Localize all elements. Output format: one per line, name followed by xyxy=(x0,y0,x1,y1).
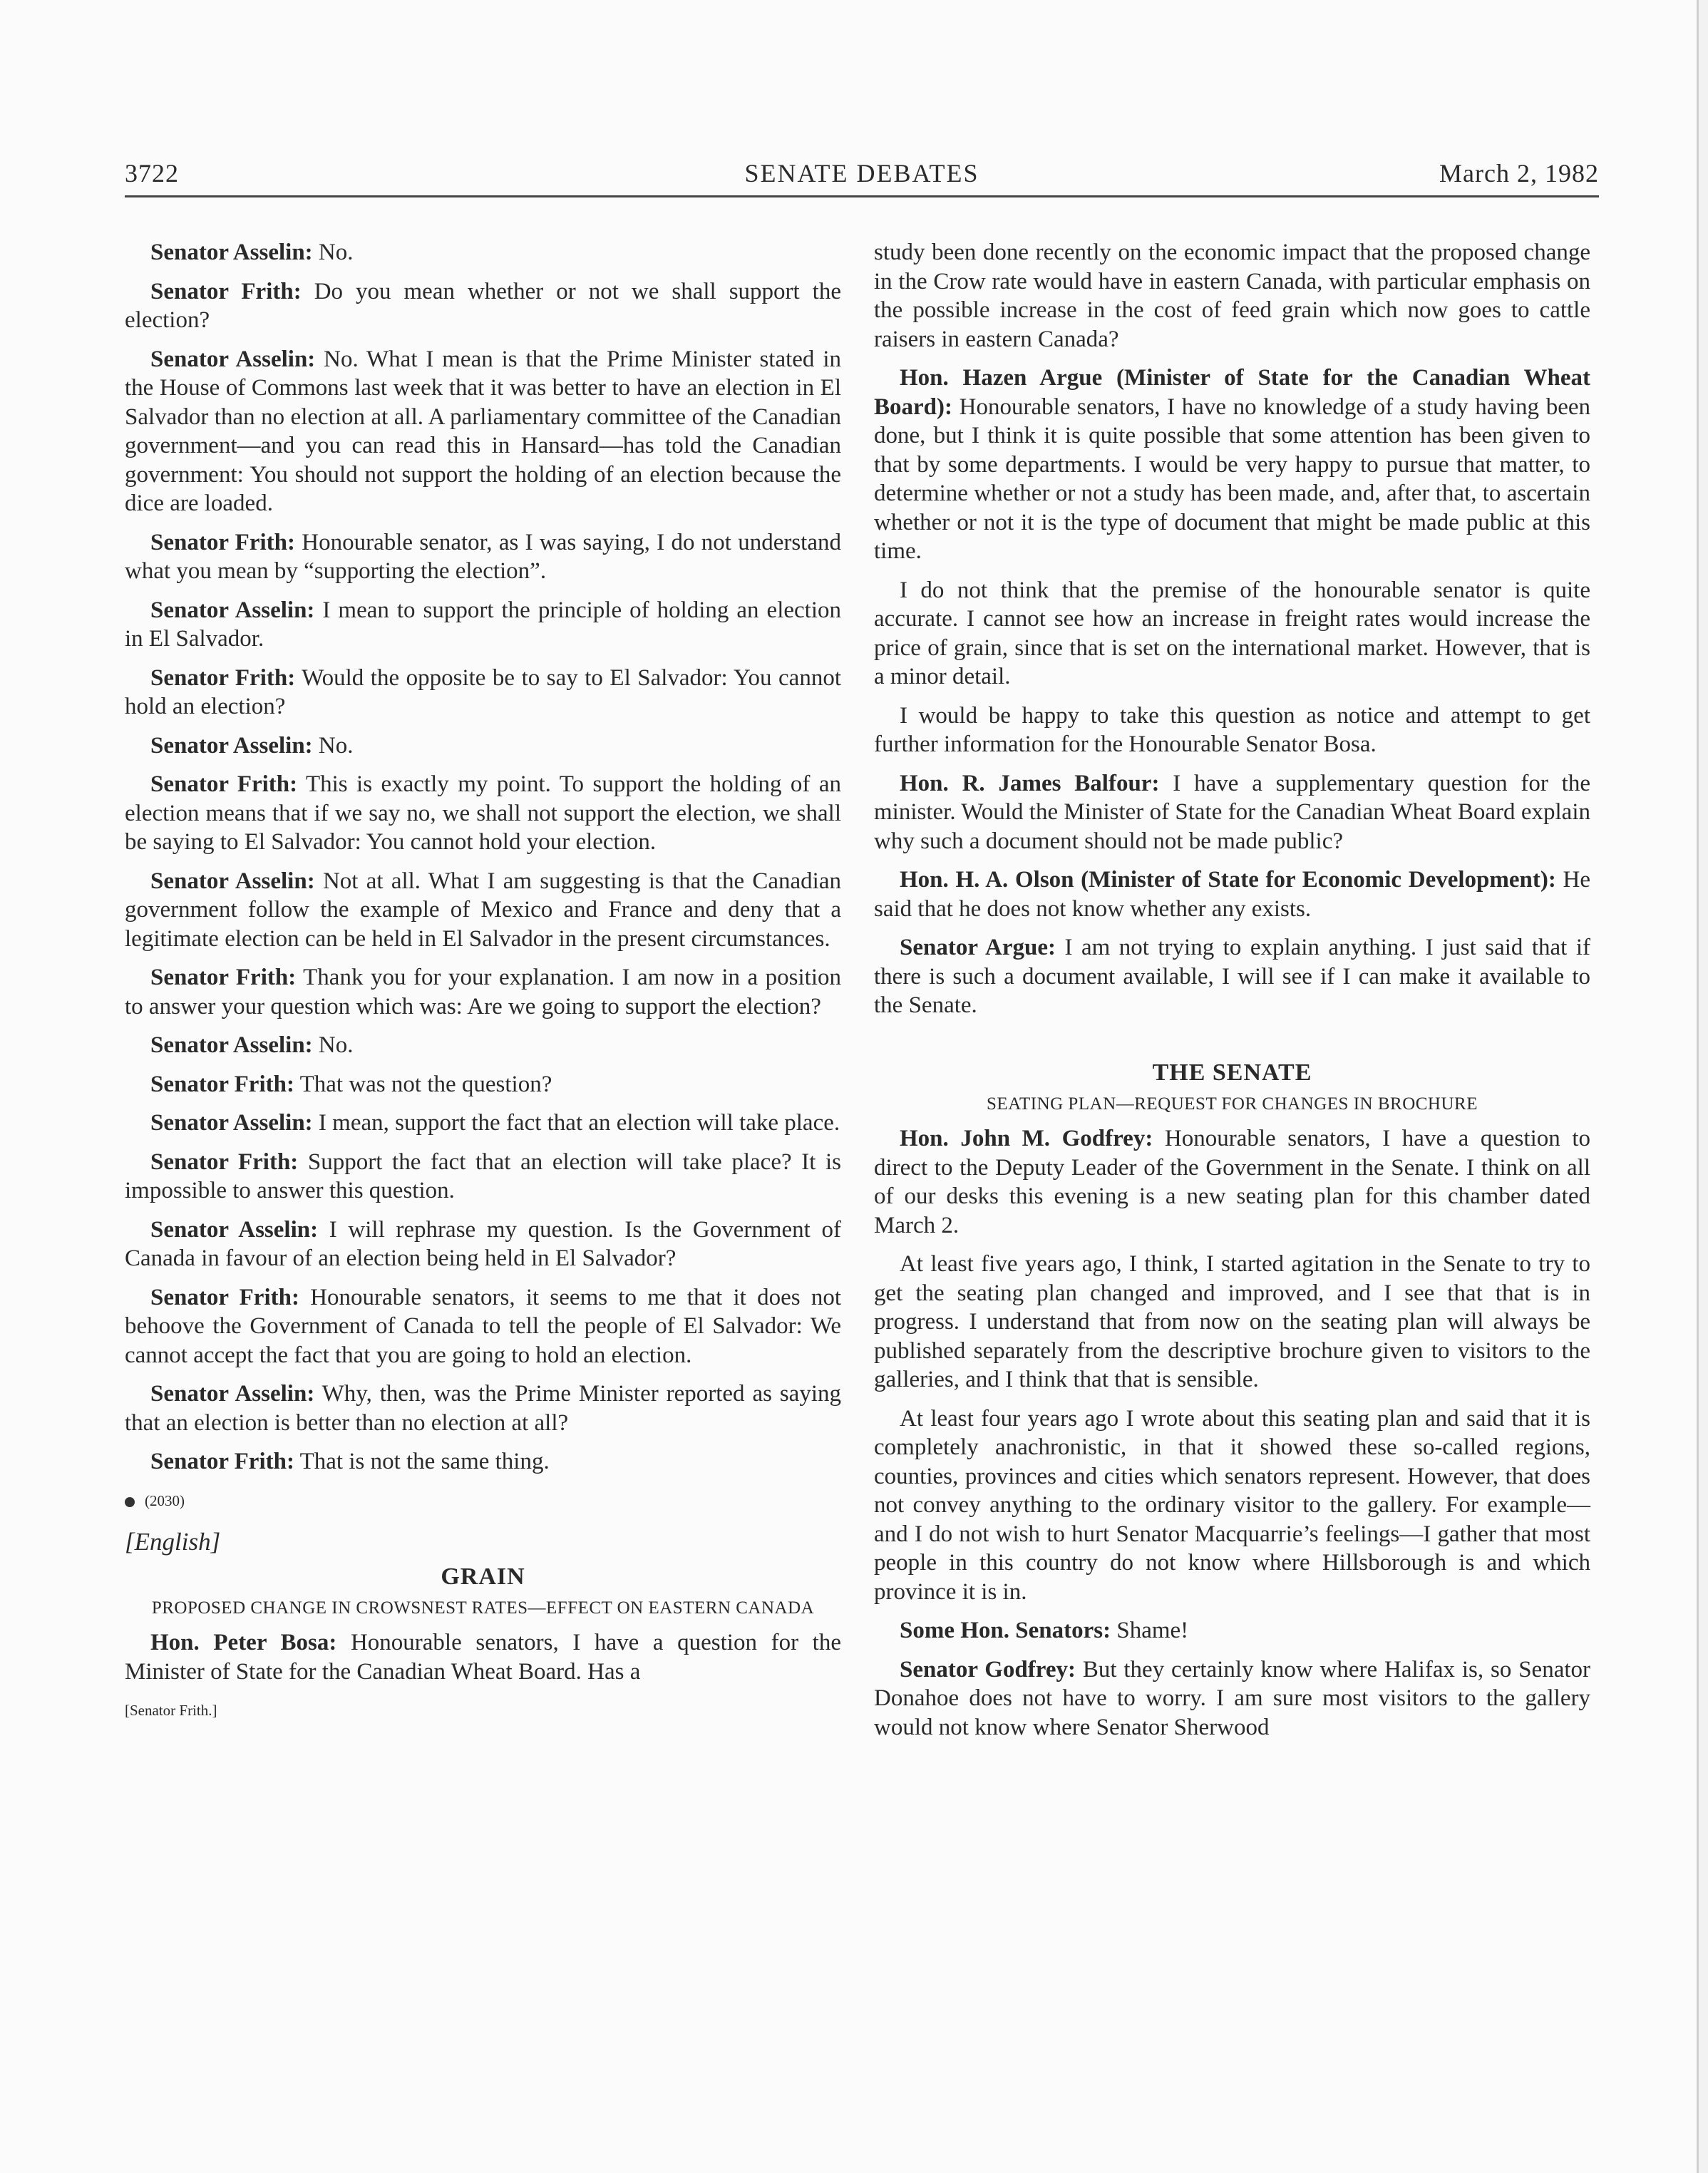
paragraph-text: Why, then, was the Prime Minister reported as saying that an election is better than no election at all? xyxy=(125,1381,841,1436)
speaker-name: Senator Frith: xyxy=(150,1071,294,1097)
speaker-name: Hon. R. James Balfour: xyxy=(900,770,1160,796)
paragraph xyxy=(874,576,1590,692)
paragraph xyxy=(874,1616,1590,1645)
paragraph-text: No. xyxy=(312,240,354,265)
paragraph-text: At least five years ago, I think, I started agitation in the Senate to try to get the seating plan changed and improved, and I see that that is in progress. I understand that from now on the seating plan will always be published separately from the descriptive brochure given to visitors to the galleries, and I think that that is sensible. xyxy=(874,1251,1590,1392)
speaker-name: Senator Frith: xyxy=(150,1449,294,1474)
paragraph-text: This is exactly my point. To support the holding of an election means that if we say no, we shall not support the election, we shall be saying to El Salvador: You cannot hold your election. xyxy=(125,771,841,855)
paragraph-text: Honourable senator, as I was saying, I do not understand what you mean by “supporting the election”. xyxy=(125,529,841,584)
section-subheading-senate: SEATING PLAN—REQUEST FOR CHANGES IN BROCHURE xyxy=(987,1094,1478,1114)
speaker-name: Senator Frith: xyxy=(150,664,296,691)
paragraph-text: I will rephrase my question. Is the Government of Canada in favour of an election being held in El Salvador? xyxy=(125,1216,842,1271)
right-paragraphs-2 xyxy=(874,1124,1590,1742)
speaker-name: Hon. H. A. Olson (Minister of State for Economic Development): xyxy=(900,867,1556,893)
speaker-name: Hon. John M. Godfrey: xyxy=(900,1126,1153,1151)
paragraph-text: Not at all. What I am suggesting is that the Canadian government follow the example of Mexico and France and deny that a legitimate election can be held in El Salvador in the present circumstances. xyxy=(125,868,841,952)
paragraph xyxy=(874,702,1590,759)
speaker-name: Senator Frith: xyxy=(150,278,302,304)
speaker-name: Senator Frith: xyxy=(150,529,295,555)
header-date: March 2, 1982 xyxy=(1439,159,1599,187)
paragraph-text: No. xyxy=(312,1032,354,1058)
paragraph xyxy=(125,528,841,586)
paragraph-text: Honourable senators, I have a question to direct to the Deputy Leader of the Government in the Senate. I think on all of our desks this evening is a new seating plan for this chamber dated March 2. xyxy=(874,1126,1590,1238)
paragraph xyxy=(125,664,841,721)
paragraph-text: Do you mean whether or not we shall support the election? xyxy=(125,278,842,333)
paragraph-text: That was not the question? xyxy=(294,1071,552,1097)
paragraph xyxy=(125,770,841,857)
paragraph xyxy=(125,963,841,1021)
paragraph xyxy=(125,1447,841,1476)
paragraph-bosa: Hon. Peter Bosa: Honourable senators, I have a question for the Minister of State for the Canadian Wheat Board. Has a xyxy=(125,1630,841,1685)
speaker-name: Senator Frith: xyxy=(150,1149,299,1175)
paragraph-text: Honourable senators, it seems to me that it does not behoove the Government of Canada to tell the people of El Salvador: We cannot accept the fact that you are going to hold an election. xyxy=(125,1284,841,1368)
paragraph-text: No. xyxy=(312,732,354,759)
section-subheading-grain: PROPOSED CHANGE IN CROWSNEST RATES—EFFECT ON EASTERN CANADA xyxy=(151,1598,815,1618)
paragraph-text: No. What I mean is that the Prime Minister stated in the House of Commons last week that it was better to have an election in El Salvador than no election at all. A parliamentary committee of the Canadian government—and you can read this in Hansard—has told the Canadian government: You should not support the holding of an election because the dice are loaded. xyxy=(125,346,841,516)
paragraph-text: Honourable senators, I have no knowledge of a study having been done, but I think it is quite possible that some attention has been given to that by some departments. I would be very happy to pursue that matter, to determine whether or not a study has been made, and, after that, to ascertain whether or not it is the type of document that might be made public at this time. xyxy=(874,394,1590,564)
speaker-name: Senator Asselin: xyxy=(150,597,315,623)
speaker-name: Some Hon. Senators: xyxy=(900,1618,1111,1643)
speaker-name: Senator Asselin: xyxy=(150,1110,313,1136)
paragraph xyxy=(874,769,1590,856)
paragraph-text: He said that he does not know whether any exists. xyxy=(874,867,1590,922)
paragraph xyxy=(125,345,841,518)
paragraph xyxy=(125,867,841,954)
paragraph-text: Shame! xyxy=(1111,1618,1189,1643)
publication-title: SENATE DEBATES xyxy=(744,159,979,187)
paragraph-text: I would be happy to take this question as notice and attempt to get further information for the Honourable Senator Bosa. xyxy=(874,702,1590,757)
paragraph-text: At least four years ago I wrote about this seating plan and said that it is completely anachronistic, in that it showed these so-called regions, counties, provinces and cities which senators represent. However, that does not convey anything to the ordinary visitor to the gallery. For example—and I do not wish to hurt Senator Macquarrie’s feelings—I gather that most people in this country do not know where Hillsborough is and which province it is in. xyxy=(874,1405,1590,1605)
speaker-name: Senator Frith: xyxy=(150,965,297,990)
section-heading-senate: THE SENATE xyxy=(1152,1059,1312,1086)
paragraph-text: I am not trying to explain anything. I just said that if there is such a document available, I will see if I can make it available to the Senate. xyxy=(874,935,1590,1018)
paragraph xyxy=(874,865,1590,923)
page-number: 3722 xyxy=(125,159,179,187)
paragraph xyxy=(874,1404,1590,1607)
bullet-icon xyxy=(125,1497,135,1507)
continuation-paragraph: study been done recently on the economic impact that the proposed change in the Crow rate would have in eastern Canada, with particular emphasis on the possible increase in the cost of feed grain which now goes to cattle raisers in eastern Canada? xyxy=(874,240,1590,352)
paragraph xyxy=(125,1283,841,1370)
paragraph xyxy=(874,1250,1590,1394)
speaker-name: Hon. Hazen Argue (Minister of State for the Canadian Wheat Board): xyxy=(874,365,1590,420)
speaker-name: Senator Asselin: xyxy=(150,346,316,372)
paragraph-text: That is not the same thing. xyxy=(294,1449,550,1474)
paragraph xyxy=(874,1124,1590,1240)
speaker-name: Senator Asselin: xyxy=(150,1216,319,1243)
speaker-name: Senator Godfrey: xyxy=(900,1656,1076,1683)
paragraph xyxy=(874,933,1590,1020)
page-header xyxy=(125,155,1599,197)
left-paragraphs xyxy=(125,238,841,1476)
paragraph-text: I mean, support the fact that an election will take place. xyxy=(312,1110,840,1136)
paragraph xyxy=(125,596,841,654)
speaker-name: Senator Frith: xyxy=(150,771,298,797)
paragraph xyxy=(125,1109,841,1138)
language-marker: [English] xyxy=(125,1528,221,1556)
paragraph xyxy=(125,731,841,761)
section-heading-grain: GRAIN xyxy=(441,1563,525,1590)
paragraph xyxy=(125,1380,841,1437)
speaker-name: Senator Asselin: xyxy=(150,1381,315,1407)
speaker-name: Senator Asselin: xyxy=(150,1032,313,1058)
paragraph-text: Would the opposite be to say to El Salvador: You cannot hold an election? xyxy=(125,664,841,719)
paragraph-text: Thank you for your explanation. I am now in a position to answer your question which was: Are we going to support the election? xyxy=(125,965,842,1019)
paragraph xyxy=(125,1216,841,1273)
paragraph-text: Support the fact that an election will take place? It is impossible to answer this question. xyxy=(125,1149,841,1203)
right-column xyxy=(874,238,1590,1752)
paragraph xyxy=(125,277,841,335)
paragraph xyxy=(874,1655,1590,1742)
paragraph xyxy=(125,238,841,267)
speaker-name: Senator Asselin: xyxy=(150,240,313,265)
speaker-name: Senator Argue: xyxy=(900,935,1056,960)
paragraph xyxy=(874,364,1590,566)
page-footer: [Senator Frith.] xyxy=(125,1702,217,1719)
right-paragraphs xyxy=(874,364,1590,1020)
paragraph-text: I have a supplementary question for the minister. Would the Minister of State for the Canadian Wheat Board explain why such a document should not be made public? xyxy=(874,770,1591,854)
speaker-name: Senator Asselin: xyxy=(150,732,313,759)
left-column xyxy=(125,238,841,1725)
paragraph-text: I do not think that the premise of the honourable senator is quite accurate. I cannot see how an increase in freight rates would increase the price of grain, since that is set on the international market. However, that is a minor detail. xyxy=(874,577,1590,689)
speaker-name: Senator Frith: xyxy=(150,1284,299,1310)
paragraph xyxy=(125,1070,841,1099)
paragraph xyxy=(125,1031,841,1060)
speaker-name: Senator Asselin: xyxy=(150,868,315,894)
paragraph-text: I mean to support the principle of holding an election in El Salvador. xyxy=(125,597,841,652)
time-marker: (2030) xyxy=(125,1486,841,1516)
paragraph xyxy=(125,1148,841,1206)
paragraph-text: But they certainly know where Halifax is, so Senator Donahoe does not have to worry. I am sure most visitors to the gallery would not know where Senator Sherwood xyxy=(874,1656,1590,1740)
